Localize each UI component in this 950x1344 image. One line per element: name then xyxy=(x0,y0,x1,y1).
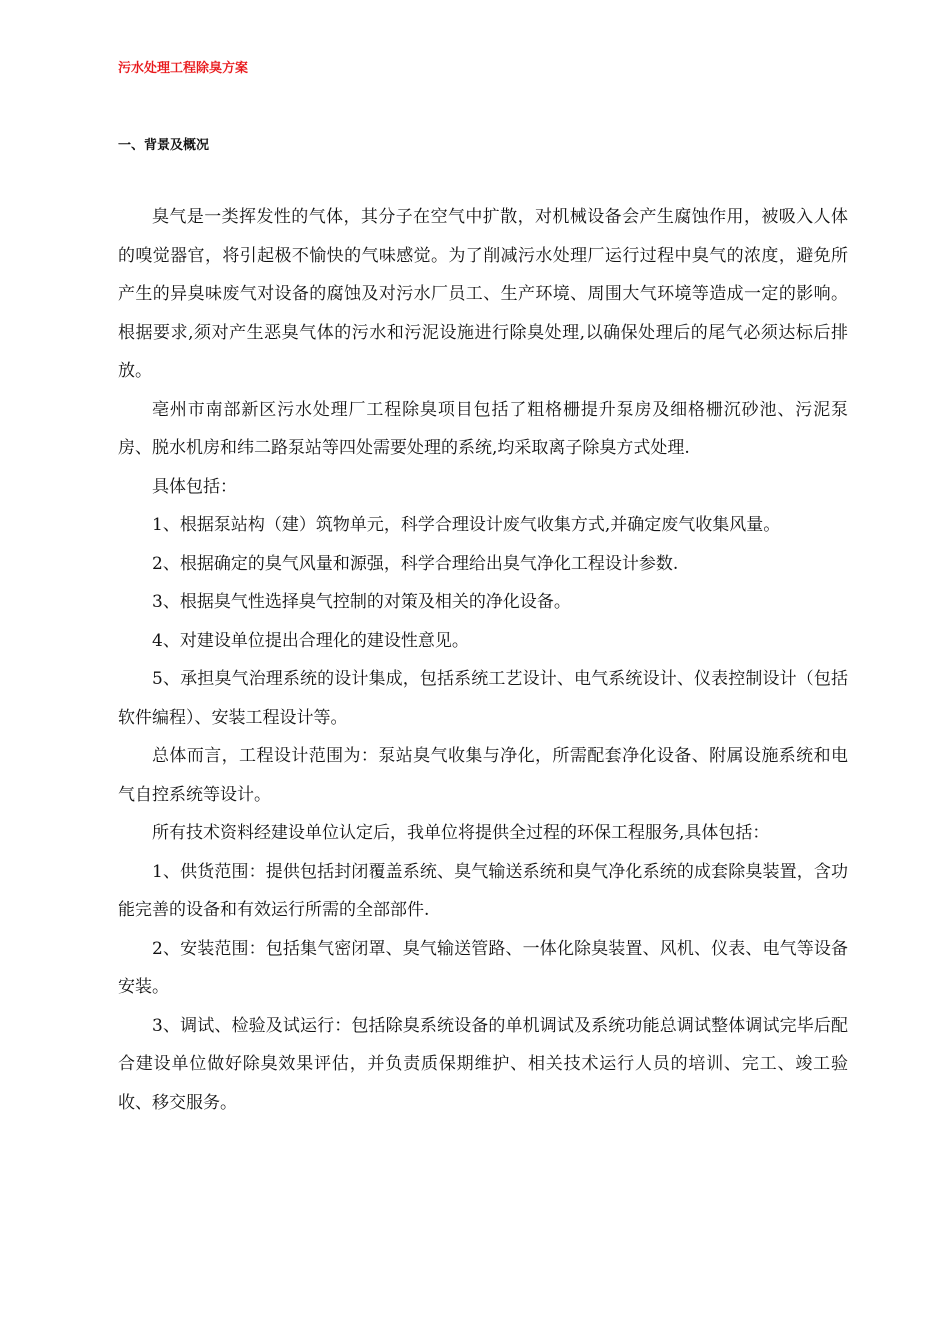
service-item-3: 3、调试、检验及试运行：包括除臭系统设备的单机调试及系统功能总调试整体调试完毕后配合建设单位做好除臭效果评估，并负责质保期维护、相关技术运行人员的培训、完工、竣工验收、移交服务。 xyxy=(118,1015,848,1113)
list-item-1: 1、根据泵站构（建）筑物单元，科学合理设计废气收集方式,并确定废气收集风量。 xyxy=(152,515,781,535)
list-item-3: 3、根据臭气性选择臭气控制的对策及相关的净化设备。 xyxy=(152,592,571,612)
paragraph-intro: 臭气是一类挥发性的气体，其分子在空气中扩散，对机械设备会产生腐蚀作用，被吸入人体的嗅觉器官，将引起极不愉快的气味感觉。为了削减污水处理厂运行过程中臭气的浓度，避免所产生的异臭味废气对设备的腐蚀及对污水厂员工、生产环境、周围大气环境等造成一定的影响。根据要求,须对产生恶臭气体的污水和污泥设施进行除臭处理,以确保处理后的尾气必须达标后排放。 xyxy=(118,207,848,381)
paragraph-scope: 总体而言，工程设计范围为：泵站臭气收集与净化，所需配套净化设备、附属设施系统和电气自控系统等设计。 xyxy=(118,746,848,805)
paragraph-project: 亳州市南部新区污水处理厂工程除臭项目包括了粗格栅提升泵房及细格栅沉砂池、污泥泵房、脱水机房和纬二路泵站等四处需要处理的系统,均采取离子除臭方式处理. xyxy=(118,399,848,458)
service-item-2: 2、安装范围：包括集气密闭罩、臭气输送管路、一体化除臭装置、风机、仪表、电气等设备安装。 xyxy=(118,938,848,997)
document-title: 污水处理工程除臭方案 xyxy=(118,61,249,76)
section-heading: 一、背景及概况 xyxy=(118,138,210,153)
paragraph-includes: 具体包括： xyxy=(152,476,237,497)
list-item-2: 2、根据确定的臭气风量和源强，科学合理给出臭气净化工程设计参数. xyxy=(152,553,679,574)
list-item-4: 4、对建设单位提出合理化的建设性意见。 xyxy=(152,630,469,651)
list-item-5: 5、承担臭气治理系统的设计集成，包括系统工艺设计、电气系统设计、仪表控制设计（包括软件编程）、安装工程设计等。 xyxy=(118,669,848,728)
paragraph-services: 所有技术资料经建设单位认定后，我单位将提供全过程的环保工程服务,具体包括： xyxy=(152,823,770,843)
body-text xyxy=(118,198,848,1122)
service-item-1: 1、供货范围：提供包括封闭覆盖系统、臭气输送系统和臭气净化系统的成套除臭装置，含功能完善的设备和有效运行所需的全部部件. xyxy=(118,861,848,920)
